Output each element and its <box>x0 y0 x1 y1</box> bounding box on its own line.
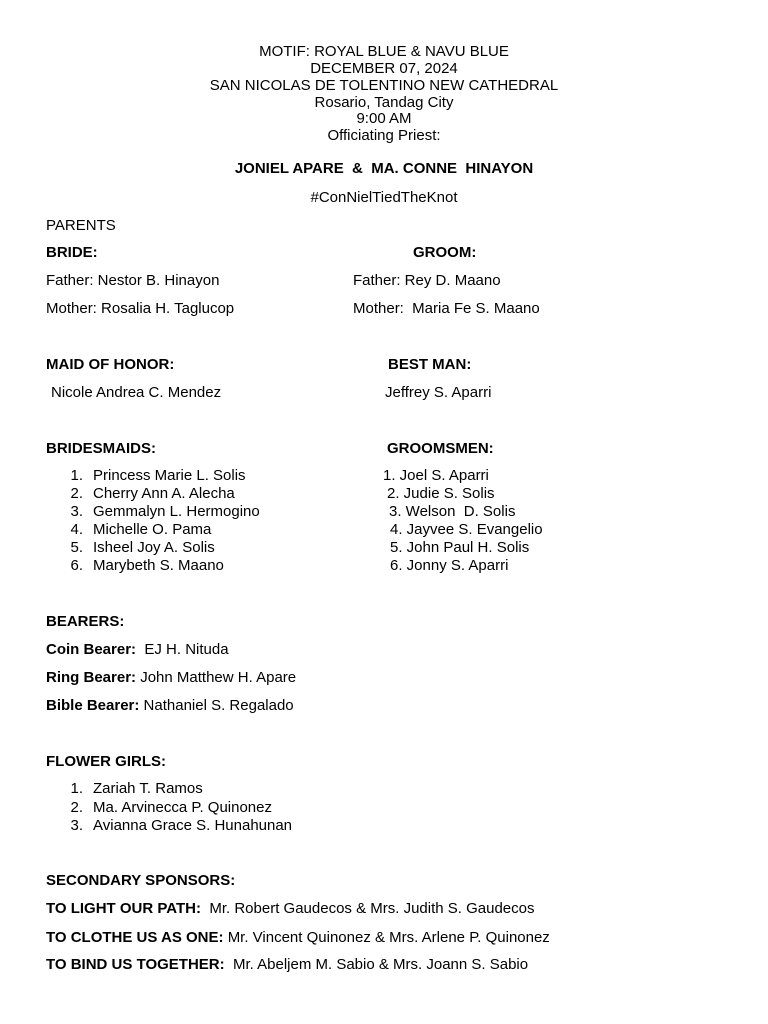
hashtag: #ConNielTiedTheKnot <box>310 189 458 206</box>
best-man-name: Jeffrey S. Aparri <box>385 384 492 401</box>
venue-location: Rosario, Tandag City <box>314 94 454 111</box>
venue-name: SAN NICOLAS DE TOLENTINO NEW CATHEDRAL <box>209 77 559 94</box>
best-man-label: BEST MAN: <box>388 356 472 373</box>
sponsor-bind: TO BIND US TOGETHER: Mr. Abeljem M. Sabio & Mrs. Joann S. Sabio <box>46 956 529 973</box>
maid-of-honor-name: Nicole Andrea C. Mendez <box>51 384 222 401</box>
sponsor-clothe: TO CLOTHE US AS ONE: Mr. Vincent Quinonez & Mrs. Arlene P. Quinonez <box>46 929 550 946</box>
bridesmaid-item: 6. Marybeth S. Maano <box>70 557 224 574</box>
bride-father: Father: Nestor B. Hinayon <box>46 272 220 289</box>
coin-bearer: Coin Bearer: EJ H. Nituda <box>46 641 229 658</box>
ring-bearer: Ring Bearer: John Matthew H. Apare <box>46 669 297 686</box>
groomsman-item: 1. Joel S. Aparri <box>383 467 489 484</box>
couple-names: JONIEL APARE & MA. CONNE HINAYON <box>234 160 534 177</box>
bridesmaid-item: 4. Michelle O. Pama <box>70 521 212 538</box>
maid-of-honor-label: MAID OF HONOR: <box>46 356 175 373</box>
officiating-priest: Officiating Priest: <box>327 127 441 144</box>
flower-girls-label: FLOWER GIRLS: <box>46 753 166 770</box>
groomsman-item: 5. John Paul H. Solis <box>390 539 530 556</box>
bible-bearer: Bible Bearer: Nathaniel S. Regalado <box>46 697 294 714</box>
bridesmaid-item: 1. Princess Marie L. Solis <box>70 467 246 484</box>
parents-heading: PARENTS <box>46 217 116 234</box>
bride-label: BRIDE: <box>46 244 98 261</box>
bride-mother: Mother: Rosalia H. Taglucop <box>46 300 235 317</box>
groomsman-item: 4. Jayvee S. Evangelio <box>390 521 543 538</box>
groomsman-item: 2. Judie S. Solis <box>387 485 495 502</box>
groomsman-item: 3. Welson D. Solis <box>389 503 516 520</box>
bearers-label: BEARERS: <box>46 613 125 630</box>
bridesmaid-item: 2. Cherry Ann A. Alecha <box>70 485 235 502</box>
motif-line: MOTIF: ROYAL BLUE & NAVU BLUE <box>259 43 509 60</box>
sponsor-light-path: TO LIGHT OUR PATH: Mr. Robert Gaudecos & Mrs. Judith S. Gaudecos <box>46 900 535 917</box>
secondary-sponsors-label: SECONDARY SPONSORS: <box>46 872 236 889</box>
groom-father: Father: Rey D. Maano <box>353 272 501 289</box>
groomsman-item: 6. Jonny S. Aparri <box>390 557 509 574</box>
bridesmaid-item: 3. Gemmalyn L. Hermogino <box>70 503 260 520</box>
flower-girl-item: 2. Ma. Arvinecca P. Quinonez <box>70 799 272 816</box>
groomsmen-label: GROOMSMEN: <box>387 440 494 457</box>
wedding-date: DECEMBER 07, 2024 <box>310 60 458 77</box>
bridesmaids-label: BRIDESMAIDS: <box>46 440 157 457</box>
groom-label: GROOM: <box>413 244 477 261</box>
flower-girl-item: 3. Avianna Grace S. Hunahunan <box>70 817 293 834</box>
bridesmaid-item: 5. Isheel Joy A. Solis <box>70 539 215 556</box>
ceremony-time: 9:00 AM <box>356 110 412 127</box>
groom-mother: Mother: Maria Fe S. Maano <box>353 300 540 317</box>
flower-girl-item: 1. Zariah T. Ramos <box>70 780 203 797</box>
